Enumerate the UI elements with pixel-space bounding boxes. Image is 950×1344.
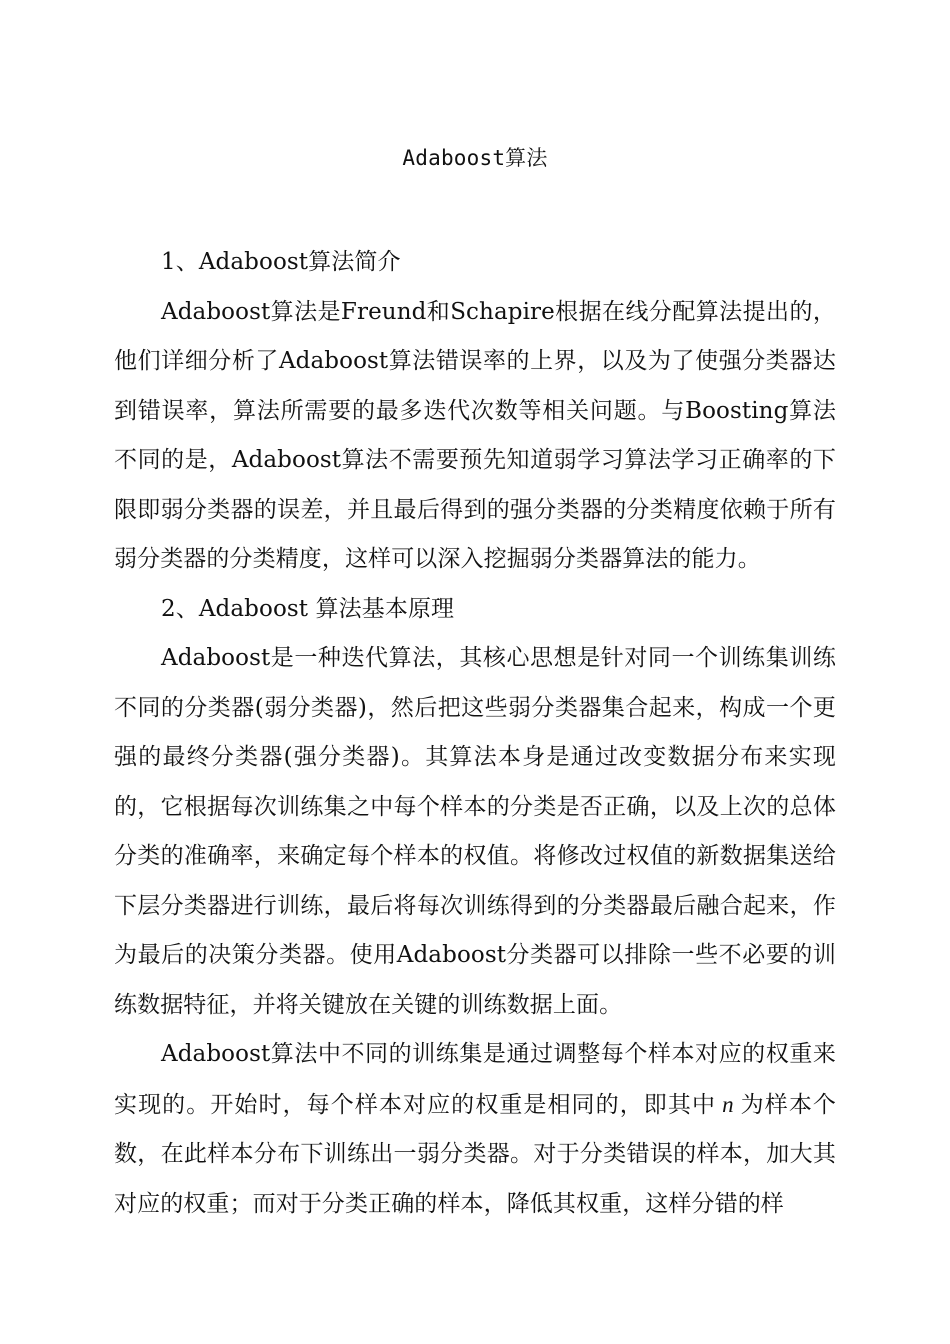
section-1-heading: 1、Adaboost算法简介 [161,249,401,275]
section-2-paragraph-2 [114,1030,836,1229]
document-title: Adaboost算法 [402,146,548,170]
paragraph-2-text-after: 为样本个数，在此样本分布下训练出一弱分类器。对于分类错误的样本，加大其对应的权重；而对于分类正确的样本，降低其权重，这样分错的样 [114,1091,837,1217]
paragraph-2-text-before: Adaboost算法中不同的训练集是通过调整每个样本对应的权重来实现的。开始时，每个样本对应的权重是相同的，即其中 [114,1041,836,1118]
variable-n: n [722,1091,734,1117]
section-1-paragraph: Adaboost算法是Freund和Schapire根据在线分配算法提出的，他们详细分析了Adaboost算法错误率的上界，以及为了使强分类器达到错误率，算法所需要的最多迭代次数等相关问题。与Boosting算法不同的是，Adaboost算法不需要预先知道弱学习算法学习正确率的下限即弱分类器的误差，并且最后得到的强分类器的分类精度依赖于所有弱分类器的分类精度，这样可以深入挖掘弱分类器算法的能力。 [114,298,836,572]
section-2-heading: 2、Adaboost 算法基本原理 [161,595,455,622]
document-body [114,238,836,1229]
section-2-paragraph-1: Adaboost是一种迭代算法，其核心思想是针对同一个训练集训练不同的分类器(弱分类器)，然后把这些弱分类器集合起来，构成一个更强的最终分类器(强分类器)。其算法本身是通过改变数据分布来实现的，它根据每次训练集之中每个样本的分类是否正确，以及上次的总体分类的准确率，来确定每个样本的权值。将修改过权值的新数据集送给下层分类器进行训练，最后将每次训练得到的分类器最后融合起来，作为最后的决策分类器。使用Adaboost分类器可以排除一些不必要的训练数据特征，并将关键放在关键的训练数据上面。 [114,645,836,1018]
